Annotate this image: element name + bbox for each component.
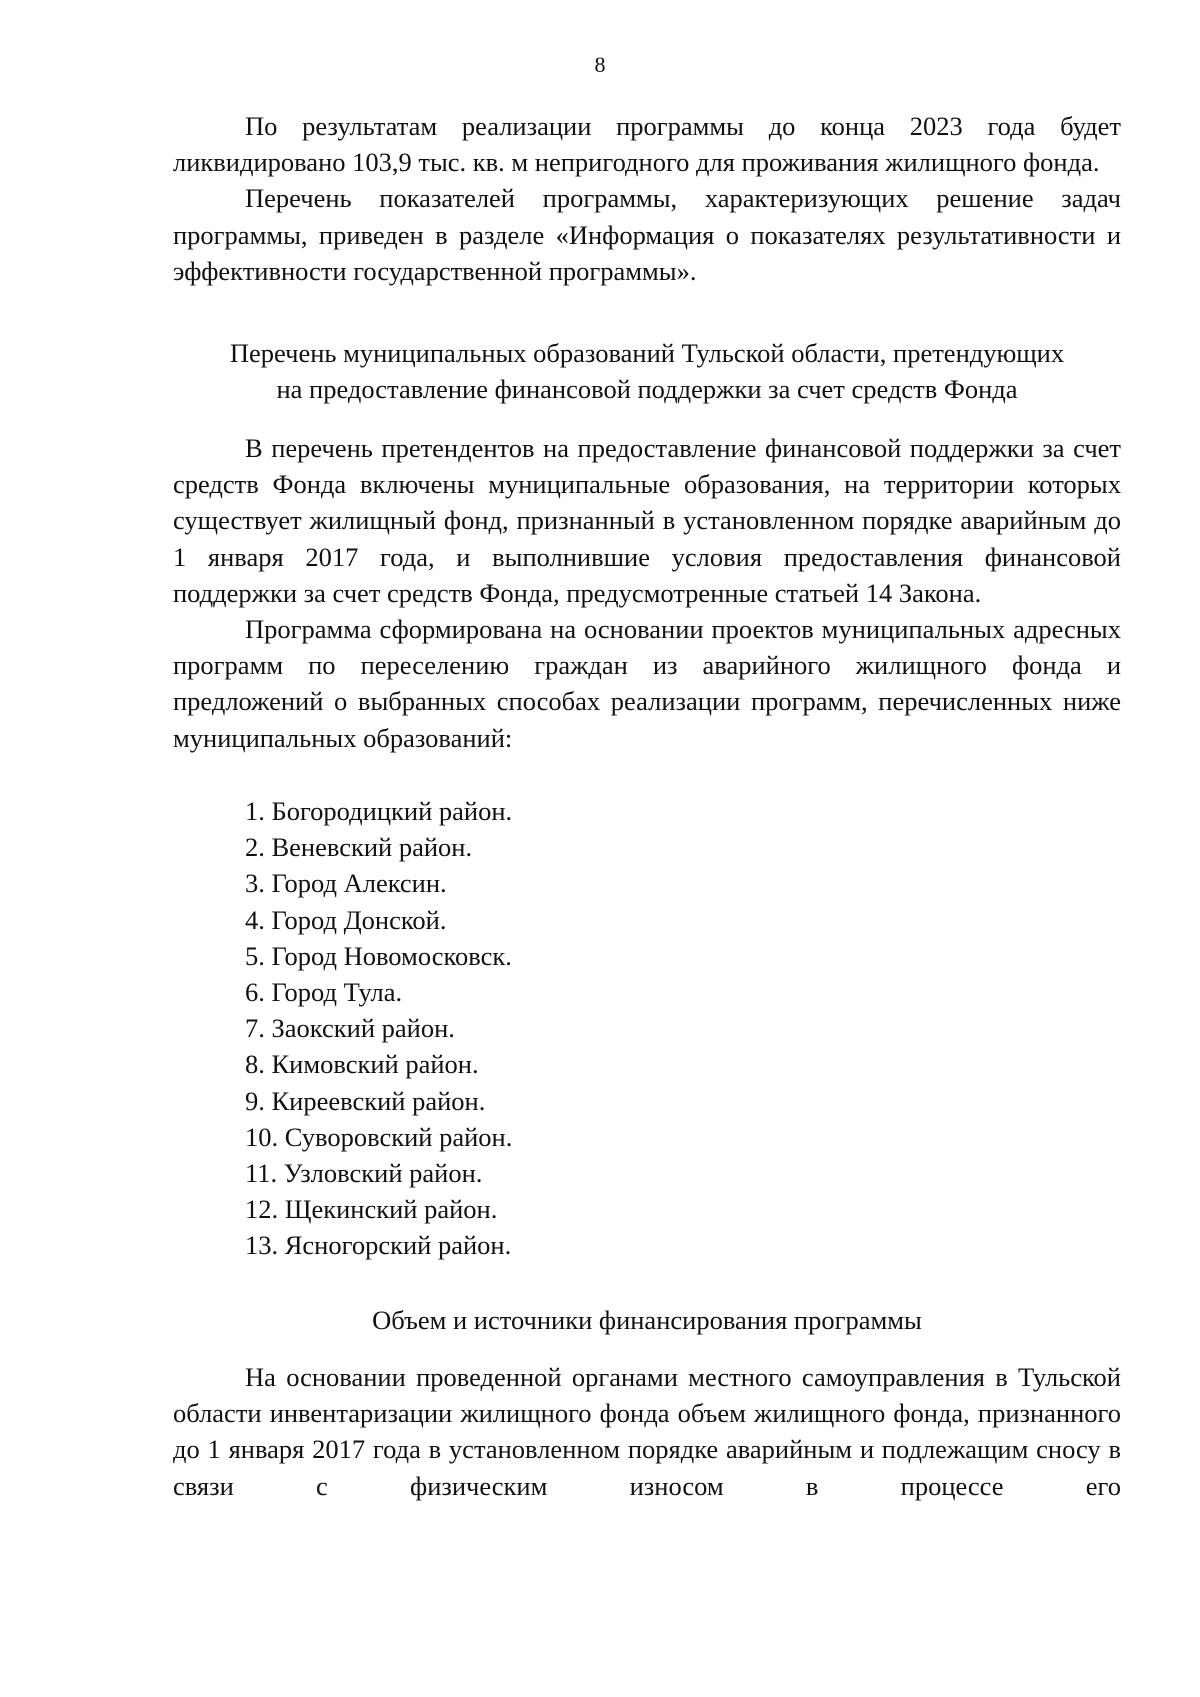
intro-paragraph: По результатам реализации программы до конца 2023 года будет ликвидировано 103,9 тыс. кв. м непригодного для проживания жилищного фонда. [173, 111, 1121, 178]
body-paragraph: В перечень претендентов на предоставление финансовой поддержки за счет средств Фонда включены муниципальные образования, на территории которых существует жилищный фонд, признанный в установленном порядке аварийным до 1 января 2017 года, и выполнившие условия предоставления финансовой поддержки за счет средств Фонда, предусмотренные статьей 14 Закона. [173, 433, 1121, 608]
list-item: 6. Город Тула. [245, 976, 403, 1007]
list-item: 12. Щекинский район. [245, 1194, 498, 1225]
municipality-list [245, 793, 512, 1263]
intro-text [173, 108, 1121, 289]
section-heading-line: на предоставление финансовой поддержки за счет средств Фонда [276, 374, 1018, 404]
section-text [173, 1359, 1121, 1504]
list-item: 3. Город Алексин. [245, 868, 447, 899]
list-item: 8. Кимовский район. [245, 1049, 479, 1080]
list-item: 2. Веневский район. [245, 832, 473, 863]
list-item: 10. Суворовский район. [245, 1121, 513, 1152]
intro-paragraph: Перечень показателей программы, характеризующих решение задач программы, приведен в разделе «Информация о показателях результативности и эффективности государственной программы». [173, 183, 1121, 286]
list-item: 13. Ясногорский район. [245, 1230, 512, 1261]
list-item: 5. Город Новомосковск. [245, 940, 512, 971]
body-paragraph: На основании проведенной органами местного самоуправления в Тульской области инвентаризации жилищного фонда объем жилищного фонда, признанного до 1 января 2017 года в установленном порядке аварийным и подлежащим сносу в связи с физическим износом в процессе его [173, 1362, 1121, 1501]
list-item: 7. Заокский район. [245, 1013, 455, 1044]
section-heading-line: Перечень муниципальных образований Тульской области, претендующих [229, 338, 1065, 368]
body-paragraph: Программа сформирована на основании проектов муниципальных адресных программ по переселению граждан из аварийного жилищного фонда и предложений о выбранных способах реализации программ, перечисленных ниже муниципальных образований: [173, 614, 1121, 753]
list-item: 11. Узловский район. [245, 1157, 483, 1188]
section-text [173, 430, 1121, 756]
page-number: 8 [594, 52, 606, 77]
list-item: 1. Богородицкий район. [245, 796, 513, 826]
section-heading: Объем и источники финансирования программы [372, 1305, 922, 1335]
list-item: 4. Город Донской. [245, 904, 447, 935]
list-item: 9. Киреевский район. [245, 1085, 486, 1116]
